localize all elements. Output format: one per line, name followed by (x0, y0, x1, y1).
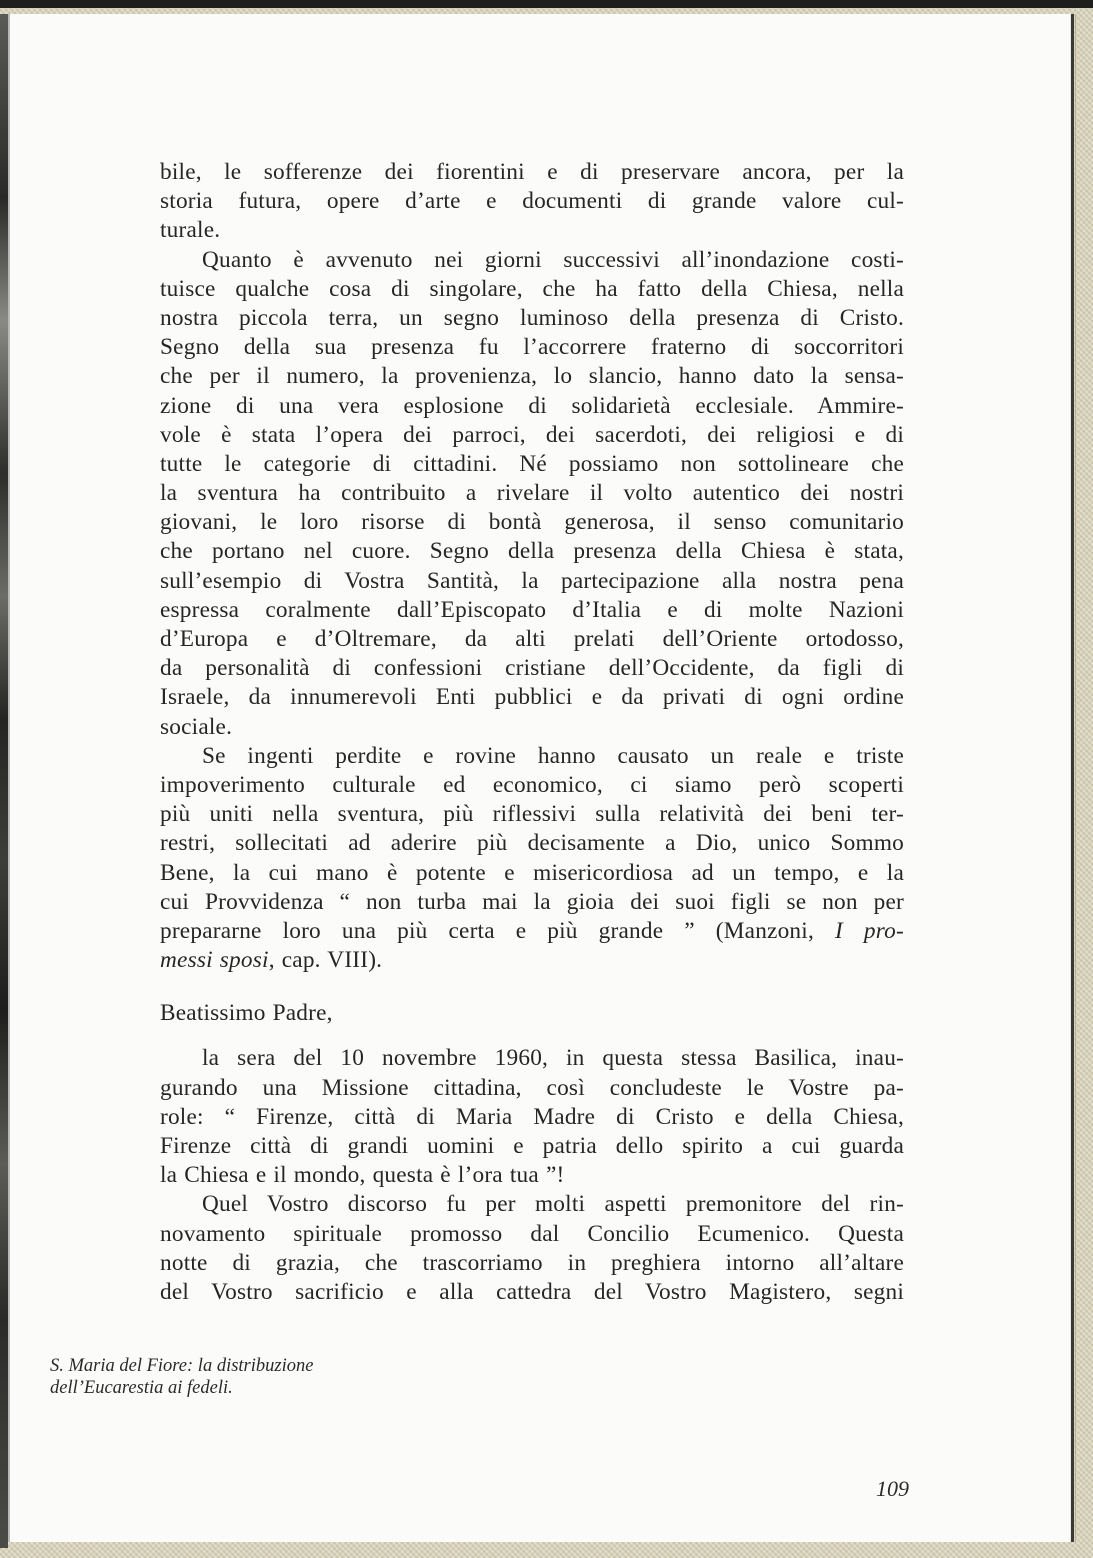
line-text: Beatissimo Padre, (160, 1000, 333, 1027)
line-text: sull’esempio di Vostra Santità, la partecipazione alla nostra pena (160, 567, 904, 594)
line-text: giovani, le loro risorse di bontà generosa, il senso comunitario (160, 509, 904, 536)
text-line (160, 683, 904, 712)
line-text: sociale. (160, 713, 233, 740)
line-text: Segno della sua presenza fu l’accorrere fraterno di soccorritori (160, 334, 904, 361)
line-text: Quanto è avvenuto nei giorni successivi all’inondazione costi- (202, 246, 904, 273)
page-edge-shadow (1071, 14, 1074, 1542)
line-text: cui Provvidenza “ non turba mai la gioia dei suoi figli se non per (160, 888, 904, 915)
line-text: Se ingenti perdite e rovine hanno causato un reale e triste (202, 742, 904, 769)
text-line (160, 304, 904, 333)
line-text: vole è stata l’opera dei parroci, dei sacerdoti, dei religiosi e di (160, 421, 904, 448)
line-text: la sventura ha contribuito a rivelare il volto autentico dei nostri (160, 480, 904, 507)
text-line (160, 1132, 904, 1161)
text-line (160, 362, 904, 391)
line-text: la sera del 10 novembre 1960, in questa stessa Basilica, inau- (202, 1045, 904, 1072)
text-line (160, 158, 904, 187)
line-text: Israele, da innumerevoli Enti pubblici e da privati di ogni ordine (160, 684, 904, 711)
text-line (160, 450, 904, 479)
text-line (160, 946, 904, 975)
line-text: restri, sollecitati ad aderire più decisamente a Dio, unico Sommo (160, 830, 904, 857)
line-text: del Vostro sacrificio e alla cattedra del Vostro Magistero, segni (160, 1278, 904, 1305)
line-text: , cap. VIII). (268, 947, 383, 974)
line-text: che portano nel cuore. Segno della presenza della Chiesa è stata, (160, 538, 904, 565)
text-line (160, 246, 904, 275)
text-line (160, 392, 904, 421)
photo-caption (50, 1355, 313, 1399)
line-text: notte di grazia, che trascorriamo in preghiera intorno all’altare (160, 1249, 904, 1276)
line-text: Firenze città di grandi uomini e patria dello spirito a cui guarda (160, 1133, 904, 1159)
text-line (160, 275, 904, 304)
text-line (160, 742, 904, 771)
caption-line-1: S. Maria del Fiore: la distribuzione (50, 1356, 314, 1376)
text-line (160, 999, 904, 1028)
line-text: più uniti nella sventura, più riflessivi sulla relatività dei beni ter- (160, 801, 904, 828)
text-line (160, 829, 904, 858)
line-text: storia futura, opere d’arte e documenti di grande valore cul- (160, 188, 904, 215)
italic-title: I pro- (834, 917, 904, 944)
text-line (160, 333, 904, 362)
text-line (160, 1220, 904, 1249)
text-line (160, 567, 904, 596)
text-line (160, 479, 904, 508)
text-line (160, 625, 904, 654)
text-line (160, 859, 904, 888)
line-text: role: “ Firenze, città di Maria Madre di Cristo e della Chiesa, (160, 1103, 904, 1130)
text-line (160, 800, 904, 829)
body-text (160, 158, 904, 1307)
line-text: espressa coralmente dall’Episcopato d’Italia e di molte Nazioni (160, 596, 904, 623)
line-text: nostra piccola terra, un segno luminoso della presenza di Cristo. (160, 304, 904, 331)
text-line (160, 187, 904, 216)
line-text: bile, le sofferenze dei fiorentini e di preservare ancora, per la (160, 159, 904, 185)
line-text: d’Europa e d’Oltremare, da alti prelati dell’Oriente ortodosso, (160, 626, 904, 652)
text-line (160, 1103, 904, 1132)
text-line (160, 508, 904, 537)
page-number: 109 (876, 1476, 909, 1501)
line-text: gurando una Missione cittadina, così concludeste le Vostre pa- (160, 1074, 904, 1101)
text-line (160, 713, 904, 742)
line-text: da personalità di confessioni cristiane dell’Occidente, da figli di (160, 655, 904, 682)
text-line (160, 771, 904, 800)
paragraph-gap (160, 975, 904, 999)
page-edge-highlight (1075, 14, 1076, 1542)
italic-title: messi sposi (160, 947, 269, 974)
text-line (160, 421, 904, 450)
text-line (160, 888, 904, 917)
facing-page-photo-edge (0, 14, 8, 1548)
text-line (160, 654, 904, 683)
text-line (160, 537, 904, 566)
text-line (160, 1161, 904, 1190)
line-text: prepararne loro una più certa e più grande ” (Manzoni, (160, 917, 835, 944)
line-text: tutte le categorie di cittadini. Né possiamo non sottolineare che (160, 450, 904, 477)
text-line (160, 1044, 904, 1073)
paragraph-gap (160, 1028, 904, 1044)
line-text: impoverimento culturale ed economico, ci siamo però scoperti (160, 771, 904, 798)
line-text: che per il numero, la provenienza, lo slancio, hanno dato la sensa- (160, 363, 904, 390)
line-text: Bene, la cui mano è potente e misericordiosa ad un tempo, e la (160, 859, 904, 886)
caption-line-2: dell’Eucarestia ai fedeli. (50, 1378, 233, 1398)
line-text: tuisce qualche cosa di singolare, che ha fatto della Chiesa, nella (160, 275, 904, 302)
text-line (160, 1249, 904, 1278)
text-line (160, 1190, 904, 1219)
line-text: novamento spirituale promosso dal Concilio Ecumenico. Questa (160, 1220, 904, 1247)
text-line (160, 216, 904, 245)
text-line (160, 1074, 904, 1103)
line-text: turale. (160, 217, 221, 244)
text-line (160, 917, 904, 946)
line-text: zione di una vera esplosione di solidarietà ecclesiale. Ammire- (160, 392, 904, 419)
text-line (160, 1278, 904, 1307)
line-text: la Chiesa e il mondo, questa è l’ora tua ”! (160, 1162, 565, 1189)
line-text: Quel Vostro discorso fu per molti aspetti premonitore del rin- (202, 1191, 904, 1218)
text-line (160, 596, 904, 625)
